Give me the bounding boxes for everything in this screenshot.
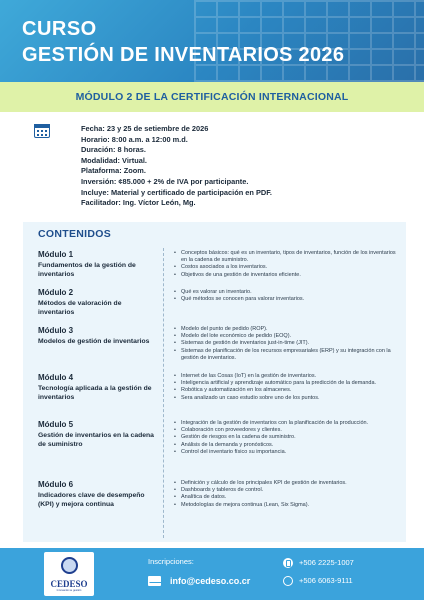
module-2-topics bbox=[173, 289, 398, 303]
module-title: Módulo 3 bbox=[38, 326, 74, 335]
module-subtitle: Modelos de gestión de inventarios bbox=[38, 338, 150, 345]
module-subtitle: Gestión de inventarios en la cadena de suministro bbox=[38, 432, 154, 448]
certification-text: MÓDULO 2 DE LA CERTIFICACIÓN INTERNACIONAL bbox=[75, 91, 349, 103]
module-subtitle: Tecnología aplicada a la gestión de inventarios bbox=[38, 385, 152, 401]
course-label: CURSO bbox=[22, 18, 97, 40]
contents-section bbox=[23, 222, 406, 542]
topic-item: • Colaboración con proveedores y clientes. bbox=[173, 427, 398, 434]
module-title: Módulo 6 bbox=[38, 480, 74, 489]
topic-item: • Sistemas de gestión de inventarios just-in-time (JIT). bbox=[173, 340, 398, 347]
info-investment: Inversión: ¢85.000 + 2% de IVA por participante. bbox=[81, 176, 249, 186]
topic-item: • Gestión de riesgos en la cadena de suministro. bbox=[173, 434, 398, 441]
logo-text: CEDESO bbox=[50, 579, 88, 589]
divider bbox=[163, 248, 164, 538]
module-1 bbox=[38, 250, 158, 279]
topic-item: • Integración de la gestión de inventarios con la planificación de la producción. bbox=[173, 420, 398, 427]
module-subtitle: Indicadores clave de desempeño (KPI) y mejora continua bbox=[38, 492, 145, 508]
module-subtitle: Fundamentos de la gestión de inventarios bbox=[38, 262, 136, 278]
module-4-topics bbox=[173, 373, 398, 402]
topic-item: • Análisis de la demanda y pronósticos. bbox=[173, 442, 398, 449]
topic-item: • Modelo del punto de pedido (ROP). bbox=[173, 326, 398, 333]
topic-item: • Qué es valorar un inventario. bbox=[173, 289, 398, 296]
module-title: Módulo 5 bbox=[38, 420, 74, 429]
info-platform: Plataforma: Zoom. bbox=[81, 166, 146, 176]
topic-item: • Dashboards y tableros de control. bbox=[173, 487, 398, 494]
topic-item: • Metodologías de mejora continua (Lean, Six Sigma). bbox=[173, 502, 398, 509]
topic-item: • Control del inventario físico su importancia. bbox=[173, 449, 398, 456]
module-title: Módulo 1 bbox=[38, 250, 74, 259]
logo-slogan: Innovando su gestión bbox=[56, 589, 82, 592]
module-subtitle: Métodos de valoración de inventarios bbox=[38, 300, 122, 316]
course-info bbox=[81, 124, 411, 209]
module-3-topics bbox=[173, 326, 398, 362]
certification-band bbox=[0, 82, 424, 112]
info-includes: Incluye: Material y certificado de participación en PDF. bbox=[81, 187, 272, 197]
info-schedule: Horario: 8:00 a.m. a 12:00 m.d. bbox=[81, 134, 188, 144]
topic-item: • Conceptos básicos: qué es un inventario, tipos de inventarios, función de los inventarios en la cadena de suministro. bbox=[173, 250, 398, 264]
topic-item: • Sistemas de planificación de los recursos empresariales (ERP) y su integración con la gestión de inventarios. bbox=[173, 348, 398, 362]
module-1-topics bbox=[173, 250, 398, 279]
topic-item: • Sera analizado un caso estudio sobre uno de los puntos. bbox=[173, 395, 398, 402]
module-title: Módulo 2 bbox=[38, 288, 74, 297]
module-title: Módulo 4 bbox=[38, 373, 74, 382]
mail-icon bbox=[148, 576, 161, 586]
module-4 bbox=[38, 373, 158, 402]
topic-item: • Robótica y automatización en los almacenes. bbox=[173, 387, 398, 394]
calendar-icon bbox=[34, 124, 50, 138]
email-link[interactable]: info@cedeso.co.cr bbox=[170, 576, 251, 586]
phone-link-2[interactable]: +506 6063-9111 bbox=[299, 576, 353, 585]
module-3 bbox=[38, 326, 158, 346]
header-banner bbox=[0, 0, 424, 82]
contents-title: CONTENIDOS bbox=[38, 228, 112, 240]
module-6 bbox=[38, 480, 158, 509]
warehouse-background bbox=[194, 0, 424, 82]
topic-item: • Inteligencia artificial y aprendizaje automático para la predicción de la demanda. bbox=[173, 380, 398, 387]
module-5-topics bbox=[173, 420, 398, 456]
topic-item: • Modelo del lote económico de pedido (EOQ). bbox=[173, 333, 398, 340]
phone-link-1[interactable]: +506 2225-1007 bbox=[299, 558, 354, 567]
topic-item: • Qué métodos se conocen para valorar inventarios. bbox=[173, 296, 398, 303]
topic-item: • Internet de las Cosas (IoT) en la gestión de inventarios. bbox=[173, 373, 398, 380]
topic-item: • Objetivos de una gestión de inventarios eficiente. bbox=[173, 272, 398, 279]
topic-item: • Costos asociados a los inventarios. bbox=[173, 264, 398, 271]
phone-icon bbox=[283, 558, 293, 568]
course-title: GESTIÓN DE INVENTARIOS 2026 bbox=[22, 44, 345, 66]
module-5 bbox=[38, 420, 158, 449]
whatsapp-icon bbox=[283, 576, 293, 586]
info-duration: Duración: 8 horas. bbox=[81, 145, 146, 155]
inscriptions-label: Inscripciones: bbox=[148, 557, 194, 566]
globe-icon bbox=[61, 557, 78, 574]
info-facilitator: Facilitador: Ing. Víctor León, Mg. bbox=[81, 198, 196, 208]
module-6-topics bbox=[173, 480, 398, 509]
info-modality: Modalidad: Virtual. bbox=[81, 155, 147, 165]
topic-item: • Analítica de datos. bbox=[173, 494, 398, 501]
topic-item: • Definición y cálculo de los principales KPI de gestión de inventarios. bbox=[173, 480, 398, 487]
info-date: Fecha: 23 y 25 de setiembre de 2026 bbox=[81, 124, 209, 133]
module-2 bbox=[38, 288, 158, 317]
cedeso-logo bbox=[44, 552, 94, 596]
footer bbox=[0, 548, 424, 600]
